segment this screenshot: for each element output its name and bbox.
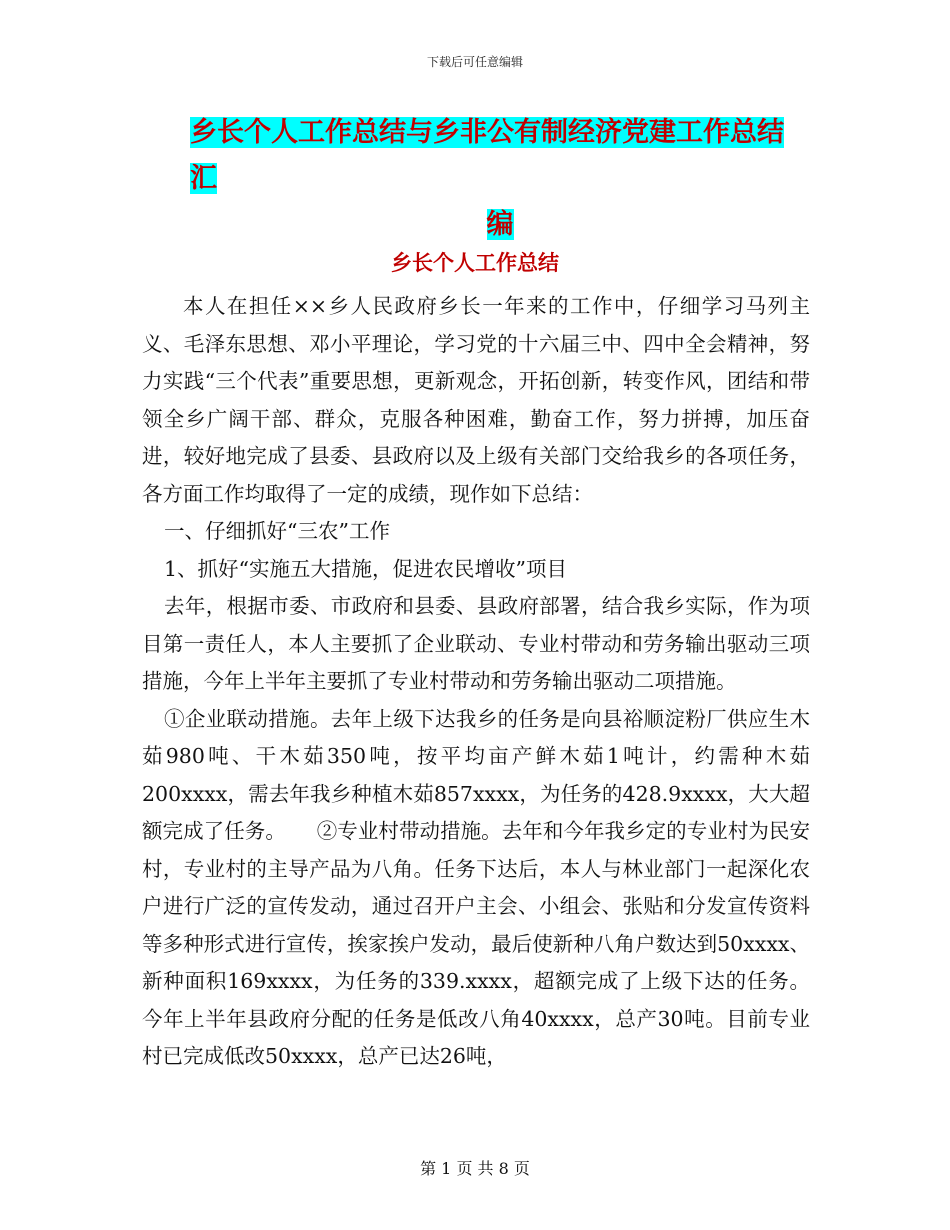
paragraph-measures: 去年，根据市委、市政府和县委、县政府部署，结合我乡实际，作为项目第一责任人，本人主要抓了企业联动、专业村带动和劳务输出驱动三项措施，今年上半年主要抓了专业村带动和劳务输出驱动二项措施。 [142,594,810,693]
paragraph-details: ①企业联动措施。去年上级下达我乡的任务是向县裕顺淀粉厂供应生木茹980吨、干木茹350吨，按平均亩产鲜木茹1吨计，约需种木茹200xxxx，需去年我乡种植木茹857xxxx，为任务的428.9xxxx，大大超额完成了任务。 ②专业村带动措施。去年和今年我乡定的专业村为民安村，专业村的主导产品为八角。任务下达后，本人与林业部门一起深化农户进行广泛的宣传发动，通过召开户主会、小组会、张贴和分发宣传资料等多种形式进行宣传，挨家挨户发动，最后使新种八角户数达到50xxxx、新种面积169xxxx，为任务的339.xxxx，超额完成了上级下达的任务。今年上半年县政府分配的任务是低改八角40xxxx，总产30吨。目前专业村已完成低改50xxxx，总产已达26吨， [142,706,810,1068]
heading-1: 一、仔细抓好“三农”工作 [164,519,390,543]
paragraph-intro: 本人在担任××乡人民政府乡长一年来的工作中，仔细学习马列主义、毛泽东思想、邓小平理论，学习党的十六届三中、四中全会精神，努力实践“三个代表”重要思想，更新观念，开拓创新，转变作风，团结和带领全乡广阔干部、群众，克服各种困难，勤奋工作，努力拼搏，加压奋进，较好地完成了县委、县政府以及上级有关部门交给我乡的各项任务，各方面工作均取得了一定的成绩，现作如下总结： [142,294,810,506]
page-footer: 第 1 页 共 8 页 [420,1159,530,1178]
section-title: 乡长个人工作总结 [391,251,559,275]
header-note: 下载后可任意编辑 [426,55,523,69]
subheading-1: 1、抓好“实施五大措施，促进农民增收”项目 [164,556,568,581]
title-line-1: 乡长个人工作总结与乡非公有制经济党建工作总结汇 [190,117,784,194]
document-title [190,110,810,248]
body-text [142,288,810,1076]
title-line-2: 编 [486,209,514,240]
